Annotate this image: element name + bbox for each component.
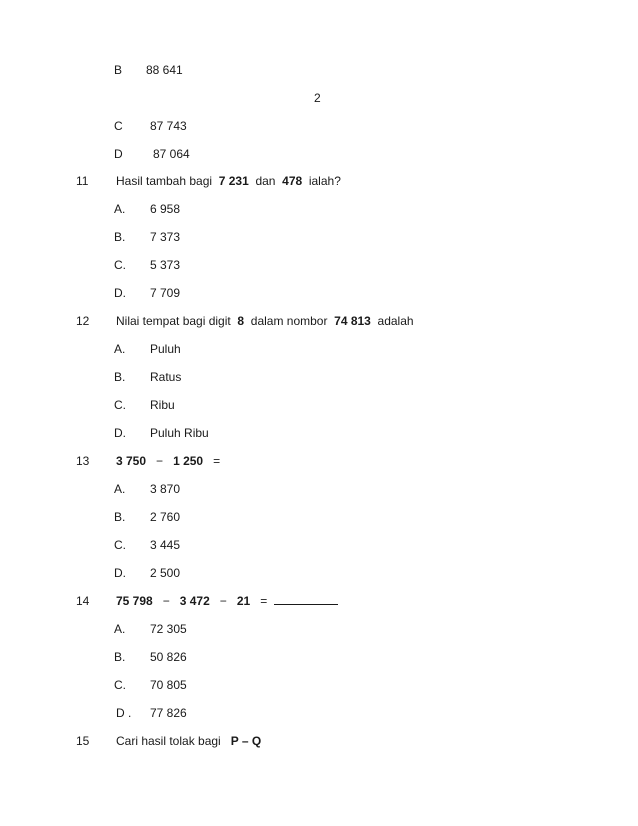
question-number-value: 7 231 [218, 174, 249, 188]
option-letter: B. [114, 230, 126, 244]
question-text [116, 732, 261, 750]
equals-sign: = [260, 594, 268, 608]
question-text-part: Hasil tambah bagi [116, 174, 213, 188]
option-letter: D. [114, 426, 126, 440]
question-number-value: 21 [236, 594, 251, 608]
page-number: 2 [314, 91, 321, 105]
option-letter: D [114, 147, 123, 161]
option-value: 87 064 [153, 147, 190, 161]
question-text-part: adalah [377, 314, 414, 328]
question-text [116, 172, 341, 190]
question-expression [116, 592, 338, 610]
question-number-value: 8 [237, 314, 245, 328]
option-letter: D. [114, 566, 126, 580]
option-letter: D. [114, 286, 126, 300]
question-expression [116, 452, 220, 470]
option-letter: C. [114, 538, 126, 552]
question-text-part: dan [255, 174, 276, 188]
question-number-value: 3 750 [116, 454, 147, 468]
operator: − [156, 454, 164, 468]
question-expression: P – Q [230, 734, 262, 748]
option-value: 50 826 [150, 650, 187, 664]
option-letter: A. [114, 202, 126, 216]
option-value: 7 709 [150, 286, 181, 300]
option-letter: A. [114, 342, 126, 356]
option-letter: B. [114, 650, 126, 664]
option-letter: C. [114, 258, 126, 272]
question-text-part: Cari hasil tolak bagi [116, 734, 221, 748]
operator: − [162, 594, 170, 608]
question-text-part: dalam nombor [250, 314, 328, 328]
answer-blank-line [274, 592, 338, 605]
option-value: 87 743 [150, 119, 187, 133]
option-letter: B. [114, 510, 126, 524]
question-number: 11 [76, 174, 89, 188]
question-number: 15 [76, 734, 90, 748]
option-letter: A. [114, 622, 126, 636]
option-value: Puluh Ribu [150, 426, 209, 440]
question-number-value: 74 813 [334, 314, 371, 328]
option-letter: C. [114, 398, 126, 412]
option-value: 3 445 [150, 538, 181, 552]
option-value: 2 760 [150, 510, 181, 524]
option-value: 5 373 [150, 258, 181, 272]
option-letter: C [114, 119, 123, 133]
option-value: 3 870 [150, 482, 181, 496]
question-number: 13 [76, 454, 90, 468]
option-value: 77 826 [150, 706, 187, 720]
option-value: 72 305 [150, 622, 187, 636]
option-value: 7 373 [150, 230, 181, 244]
question-number-value: 1 250 [173, 454, 204, 468]
option-letter: A. [114, 482, 126, 496]
option-value: 2 500 [150, 566, 181, 580]
option-letter: B. [114, 370, 126, 384]
option-value: Ratus [150, 370, 182, 384]
option-letter: B [114, 63, 123, 77]
question-number: 12 [76, 314, 90, 328]
option-letter: C. [114, 678, 126, 692]
question-number-value: 478 [282, 174, 303, 188]
question-text-part: Nilai tempat bagi digit [116, 314, 231, 328]
option-value: 70 805 [150, 678, 187, 692]
option-value: Puluh [150, 342, 181, 356]
option-letter: D . [116, 706, 132, 720]
option-value: 6 958 [150, 202, 181, 216]
question-number-value: 3 472 [179, 594, 210, 608]
question-text [116, 312, 414, 330]
question-number-value: 75 798 [116, 594, 153, 608]
question-number: 14 [76, 594, 90, 608]
equals-sign: = [213, 454, 221, 468]
question-text-part: ialah? [308, 174, 341, 188]
option-value: 88 641 [146, 63, 183, 77]
option-value: Ribu [150, 398, 175, 412]
operator: − [219, 594, 227, 608]
